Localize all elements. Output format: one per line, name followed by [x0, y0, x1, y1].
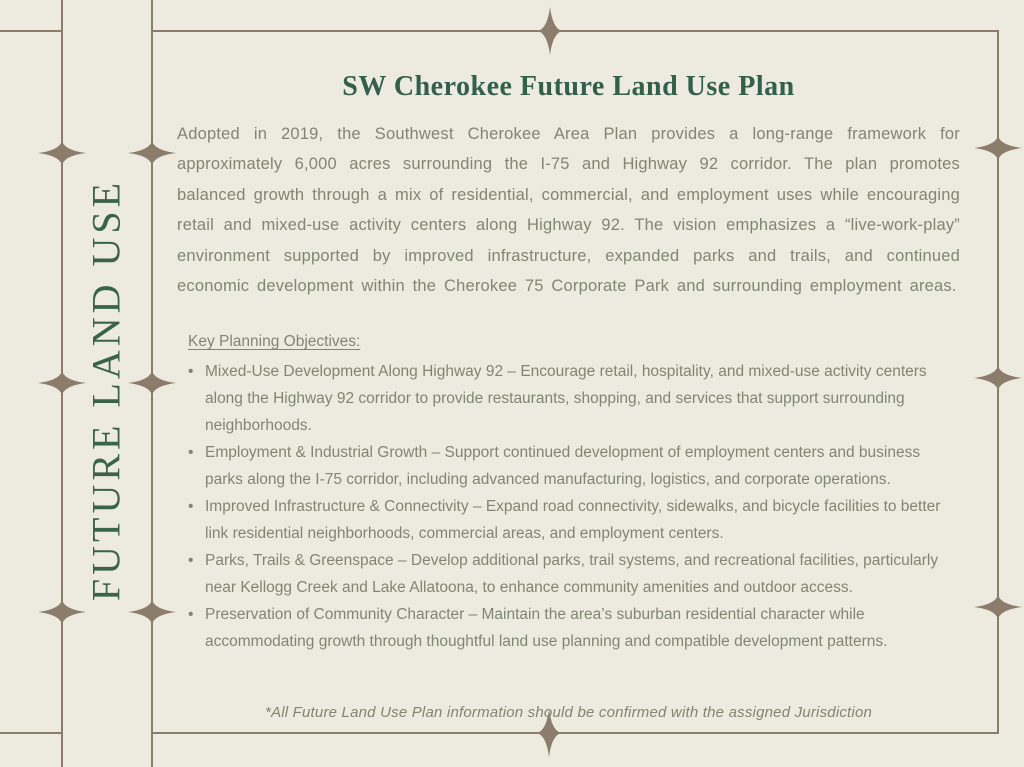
objective-item: • Improved Infrastructure & Connectivity – Expand road connectivity, sidewalks, and bicycle facilities to better link residential neighborhoods, commercial areas, and employment centers.	[188, 493, 953, 547]
intro-paragraph: Adopted in 2019, the Southwest Cherokee Area Plan provides a long-range framework for approximately 6,000 acres surrounding the I-75 and Highway 92 corridor. The plan promotes balanced growth through a mix of residential, commercial, and employment uses while encouraging retail and mixed-use activity centers along Highway 92. The vision emphasizes a “live-work-play” environment supported by improved infrastructure, expanded parks and trails, and continued economic development within the Cherokee 75 Corporate Park and surrounding employment areas.	[177, 124, 960, 295]
page-title: SW Cherokee Future Land Use Plan	[342, 70, 795, 102]
sparkle-icon	[127, 370, 177, 396]
sparkle-icon	[973, 594, 1023, 620]
sidebar-vertical-label: FUTURE LAND USE	[83, 178, 129, 602]
sparkle-icon	[37, 599, 87, 625]
sparkle-icon	[37, 140, 87, 166]
objective-item: • Employment & Industrial Growth – Support continued development of employment centers and business parks along the I-75 corridor, including advanced manufacturing, logistics, and corporate operations.	[188, 439, 953, 493]
sparkle-icon	[973, 135, 1023, 161]
frame-horizontal-line-top-left	[0, 30, 61, 32]
sparkle-icon	[37, 370, 87, 396]
sparkle-icon	[127, 599, 177, 625]
sparkle-icon	[973, 365, 1023, 391]
frame-horizontal-line-bottom-left	[0, 732, 61, 734]
objectives-heading: Key Planning Objectives:	[188, 333, 361, 350]
objective-item: • Preservation of Community Character – Maintain the area’s suburban residential character while accommodating growth through thoughtful land use planning and compatible development patterns.	[188, 601, 953, 655]
objective-item: • Parks, Trails & Greenspace – Develop additional parks, trail systems, and recreational facilities, particularly near Kellogg Creek and Lake Allatoona, to enhance community amenities and outdoor access.	[188, 547, 953, 601]
content-column	[177, 0, 960, 767]
objectives-list	[188, 358, 953, 655]
footnote: *All Future Land Use Plan information should be confirmed with the assigned Jurisdiction	[264, 704, 873, 721]
objective-item: • Mixed-Use Development Along Highway 92 – Encourage retail, hospitality, and mixed-use activity centers along the Highway 92 corridor to provide restaurants, shopping, and services that support surrounding neighborhoods.	[188, 358, 953, 439]
sparkle-icon	[127, 140, 177, 166]
